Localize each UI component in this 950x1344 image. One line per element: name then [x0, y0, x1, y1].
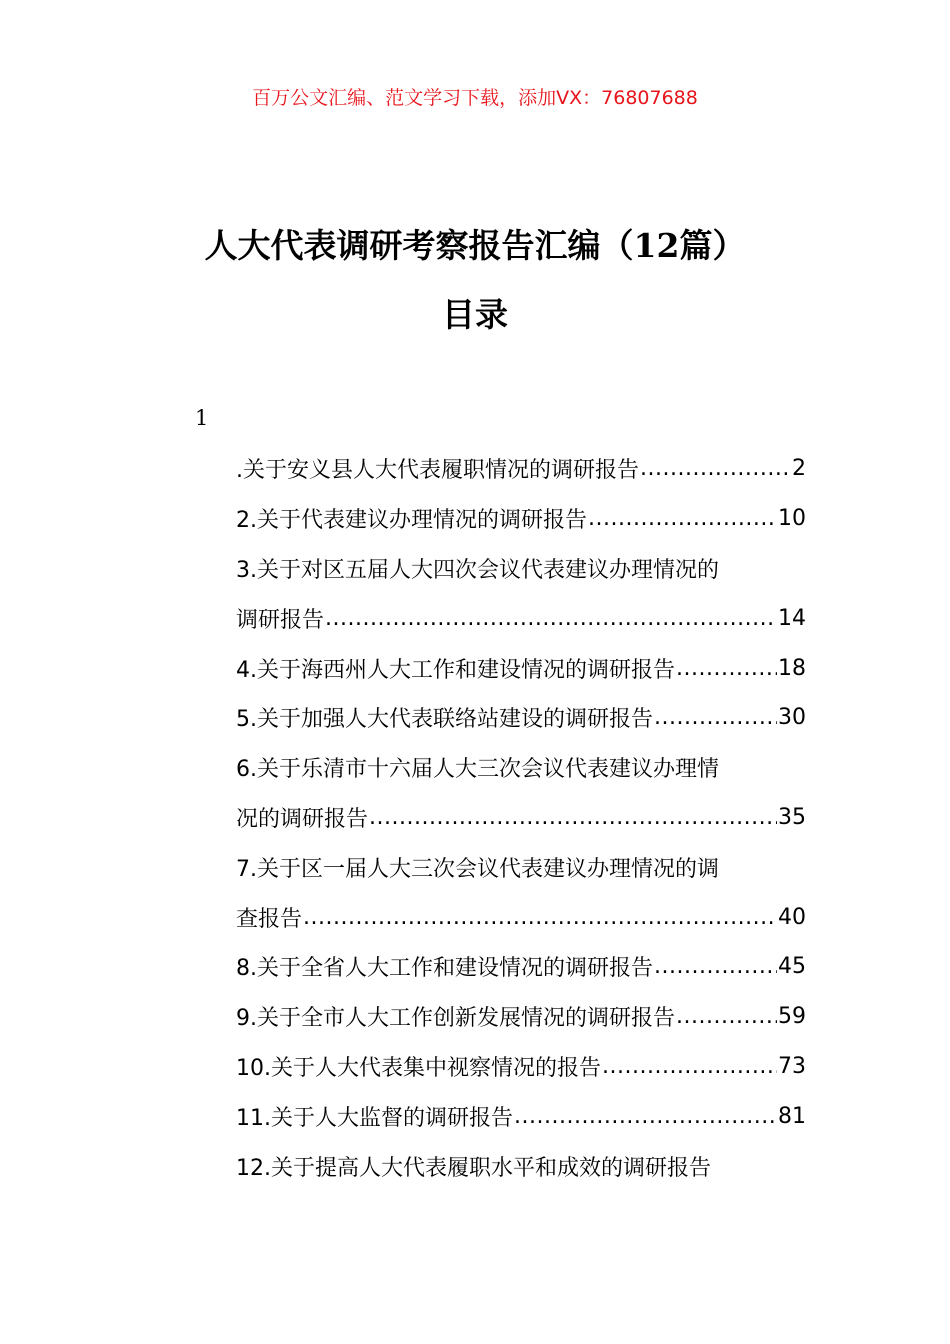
- toc-entry[interactable]: [236, 1141, 806, 1191]
- toc-page-number: 30: [778, 705, 806, 731]
- toc-entry-title: 2.关于代表建议办理情况的调研报告: [236, 508, 587, 534]
- toc-leader-dots: [654, 954, 777, 979]
- toc-entry-title: .关于安义县人大代表履职情况的调研报告: [236, 458, 639, 484]
- toc-leader-dots: [676, 1004, 777, 1029]
- toc-entry-title: 况的调研报告: [236, 806, 369, 832]
- toc-entry[interactable]: [236, 1042, 806, 1092]
- toc-list-marker: 1: [195, 406, 209, 430]
- document-title: [0, 222, 950, 270]
- toc-leader-dots: [602, 1054, 777, 1079]
- toc-page-number: 40: [778, 904, 806, 930]
- document-title-number: 12: [633, 226, 680, 265]
- toc-entry[interactable]: [236, 842, 806, 892]
- toc-page-number: 73: [778, 1053, 806, 1079]
- toc-entry-title: 7.关于区一届人大三次会议代表建议办理情况的调: [236, 856, 719, 882]
- toc-entry-title: 调研报告: [236, 607, 325, 633]
- toc-page-number: 81: [778, 1103, 806, 1129]
- toc-entry-continuation[interactable]: [236, 892, 806, 942]
- toc-leader-dots: [676, 656, 777, 681]
- toc-entry[interactable]: [236, 942, 806, 992]
- document-title-prefix: 人大代表调研考察报告汇编（: [204, 226, 634, 265]
- toc-entry-continuation[interactable]: [236, 793, 806, 843]
- toc-leader-dots: [369, 805, 777, 830]
- toc-leader-dots: [325, 606, 777, 631]
- toc-entry-title: 10.关于人大代表集中视察情况的报告: [236, 1055, 601, 1081]
- toc-page-number: 45: [778, 954, 806, 980]
- toc-entry-title: 12.关于提高人大代表履职水平和成效的调研报告: [236, 1155, 711, 1181]
- table-of-contents: [236, 444, 806, 1191]
- toc-entry[interactable]: [236, 444, 806, 494]
- toc-page-number: 2: [792, 456, 806, 482]
- toc-entry-title: 查报告: [236, 906, 303, 932]
- toc-entry-title: 4.关于海西州人大工作和建设情况的调研报告: [236, 657, 675, 683]
- toc-leader-dots: [514, 1104, 777, 1129]
- toc-entry-title: 5.关于加强人大代表联络站建设的调研报告: [236, 707, 653, 733]
- toc-entry[interactable]: [236, 544, 806, 594]
- toc-leader-dots: [654, 705, 777, 730]
- toc-page-number: 18: [778, 655, 806, 681]
- toc-page-number: 59: [778, 1004, 806, 1030]
- toc-page-number: 14: [778, 605, 806, 631]
- toc-heading: 目录: [442, 295, 508, 334]
- toc-entry[interactable]: [236, 743, 806, 793]
- toc-entry-title: 6.关于乐清市十六届人大三次会议代表建议办理情: [236, 757, 719, 783]
- toc-leader-dots: [588, 506, 777, 531]
- toc-entry[interactable]: [236, 643, 806, 693]
- document-title-suffix: 篇）: [679, 226, 746, 265]
- toc-entry[interactable]: [236, 693, 806, 743]
- toc-entry-continuation[interactable]: [236, 593, 806, 643]
- toc-page-number: 35: [778, 804, 806, 830]
- toc-entry[interactable]: [236, 494, 806, 544]
- watermark-text: 百万公文汇编、范文学习下载，添加VX：76807688: [252, 87, 698, 109]
- toc-entry-title: 9.关于全市人大工作创新发展情况的调研报告: [236, 1006, 675, 1032]
- toc-entry[interactable]: [236, 992, 806, 1042]
- toc-leader-dots: [640, 456, 791, 481]
- toc-leader-dots: [303, 905, 777, 930]
- toc-entry-title: 8.关于全省人大工作和建设情况的调研报告: [236, 956, 653, 982]
- toc-entry-title: 3.关于对区五届人大四次会议代表建议办理情况的: [236, 557, 719, 583]
- toc-entry[interactable]: [236, 1091, 806, 1141]
- toc-entry-title: 11.关于人大监督的调研报告: [236, 1105, 513, 1131]
- toc-page-number: 10: [778, 506, 806, 532]
